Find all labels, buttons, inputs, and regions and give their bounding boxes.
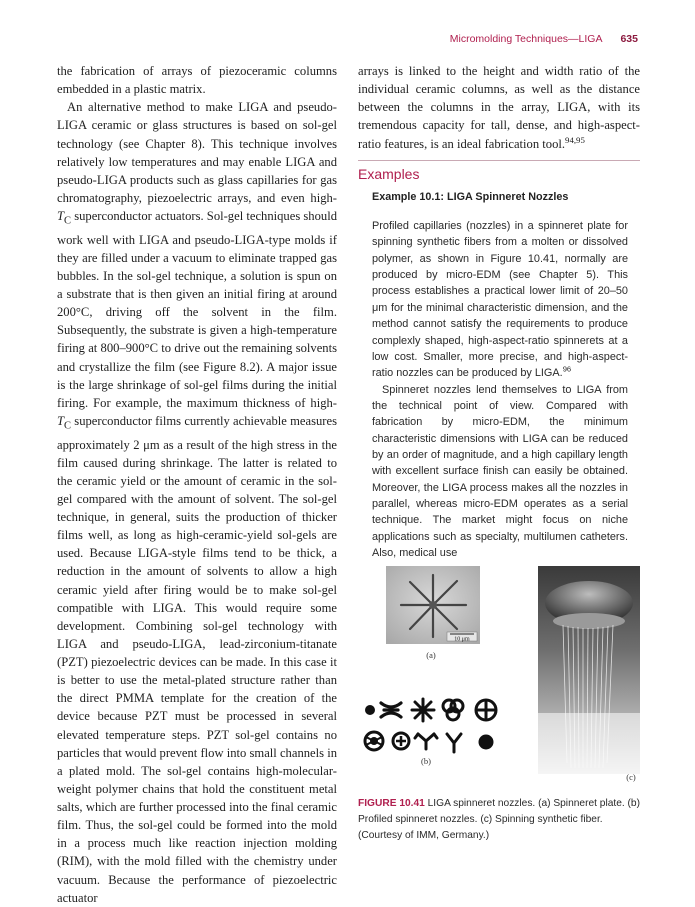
- figure-10-41: [358, 563, 640, 783]
- figure-artwork: [358, 563, 640, 783]
- right-paragraph-1: [358, 62, 640, 153]
- section-divider: [358, 160, 640, 161]
- figure-caption-label: FIGURE 10.41: [358, 798, 425, 809]
- nozzle-shape: [365, 732, 383, 750]
- example-body: [372, 218, 628, 562]
- page-number: 635: [620, 33, 638, 45]
- left-paragraph-2-part-a: An alternative method to make LIGA and pseudo-LIGA ceramic or glass structures is based on sol-gel technology (see Chapter 8). This technique involves relatively low temperatures and may enable LIGA and pseudo-LIGA products such as glass capillaries for gas chromatography, piezoelectric arrays, and even high-: [57, 100, 337, 205]
- figure-caption-text: LIGA spinneret nozzles. (a) Spinneret plate. (b) Profiled spinneret nozzles. (c) Spinning synthetic fiber. (Courtesy of IMM, Germany.): [358, 798, 640, 841]
- example-paragraph-2: Spinneret nozzles lend themselves to LIGA from the technical point of view. Compared with fabrication by micro-EDM, the minimum characteristic dimensions with LIGA can be reduced by an order of magnitude, and a high capillary length with excellent surface finish can easily be obtained. Moreover, the LIGA process makes all the nozzles in parallel, whereas micro-EDM operates as a serial technique. The market might focus on niche applications such as specialty, multilumen catheters. Also, medical use: [372, 383, 628, 560]
- spinneret-plate-image: [386, 566, 480, 644]
- section-title: Examples: [358, 166, 420, 182]
- subfigure-label-b: (b): [421, 756, 431, 766]
- left-paragraph-2-part-c: superconductor films currently achievable measures approximately 2 μm as a result of the high stress in the film caused during shrinkage. The latter is related to the ceramic yield or the amount of ceramic in the sol-gel compared with the amount of solvent. The sol-gel technique, in general, suits the production of thicker films well, as long as high-ceramic-yield sol-gels are used. Because LIGA-style films tend to be thick, a reduction in the amount of solvents to allow a high ceramic yield after firing would be to make sol-gel compatible with LIGA. This would require some development. Combining sol-gel technology with LIGA and pseudo-LIGA, lead-zirconium-titanate (PZT) piezoelectric devices can be made. In this case it is better to use the metal-plated structure rather than the direct PMMA template for the creation of the device because PZT must be processed in several elevated temperature steps. PZT sol-gel contains no particles that would prevent flow into small channels in a plated mold. The sol-gel contains high-molecular-weight polymer chains that hold the constituent metal salts, which are further processed into the final ceramic film. Thus, the sol-gel could be formed into the mold in a process much like reaction injection molding (RIM), with the mold filled with the chemistry under vacuum. Because the performance of piezoelectric actuator: [57, 413, 337, 905]
- subfigure-label-a: (a): [426, 650, 436, 660]
- nozzle-shape: [479, 735, 493, 749]
- running-head-title: Micromolding Techniques—LIGA: [449, 33, 603, 45]
- tc-symbol: T: [57, 413, 65, 428]
- running-head: [450, 33, 638, 45]
- nozzle-shape: [415, 734, 437, 749]
- right-paragraph-1-text: arrays is linked to the height and width ratio of the individual ceramic columns, as well as the distance between the columns in the array, LIGA, with its tremendous capacity for tall, dense, and high-aspect-ratio features, is an ideal fabrication tool.: [358, 64, 640, 151]
- example-paragraph-1-text: Profiled capillaries (nozzles) in a spinneret plate for spinning synthetic fibers from a molten or dissolved polymer, as shown in Figure 10.41, normally are produced by micro-EDM (see Chapter 5). This process establishes a practical lower limit of 20–50 μm for the minimal characteristic dimension, and the method cannot satisfy the requirements to produce complexly shaped, high-aspect-ratio spinnerets at a low cost. Smaller, more precise, and high-aspect-ratio nozzles can be produced by LIGA.: [372, 220, 628, 380]
- nozzle-shape: [476, 700, 496, 720]
- tc-symbol: T: [57, 209, 65, 223]
- spinning-fiber-image: [538, 566, 640, 782]
- example-heading: Example 10.1: LIGA Spinneret Nozzles: [372, 191, 569, 203]
- nozzle-shape: [443, 700, 463, 720]
- nozzle-shape: [447, 734, 461, 752]
- profiled-nozzles-image: [365, 699, 496, 752]
- example-paragraph-1: [372, 218, 628, 382]
- reference-marker: 94,95: [565, 134, 585, 145]
- reference-marker: 96: [562, 364, 572, 374]
- nozzle-shape: [366, 706, 375, 715]
- subfigure-label-c: (c): [626, 772, 636, 782]
- tc-subscript: C: [64, 420, 72, 432]
- left-paragraph-2-part-b: superconductor actuators. Sol-gel techniques should work well with LIGA and pseudo-LIGA-type molds if they are filled under a vacuum to eliminate trapped gas bubbles. In the sol-gel technique, a solution is spun on a substrate that is then given an initial firing at around 200°C, driving off the solvent in the film. Subsequently, the substrate is given a high-temperature firing at 800–900°C to drive out the remaining solvents and crystallize the film (see Figure 8.2). A major issue is the large shrinkage of sol-gel films during the initial firing. For example, the maximum thickness of high-: [57, 209, 337, 410]
- nozzle-shape: [412, 699, 434, 721]
- nozzle-shape: [381, 703, 401, 717]
- left-column: [57, 62, 337, 907]
- nozzle-shape: [393, 733, 409, 749]
- left-paragraph-2: [57, 98, 337, 907]
- figure-caption: [358, 796, 643, 844]
- left-paragraph-1: the fabrication of arrays of piezoceramic columns embedded in a plastic matrix.: [57, 64, 337, 97]
- tc-subscript: C: [64, 215, 72, 227]
- scale-bar-label: 10 μm: [454, 636, 470, 643]
- right-column-top: [358, 62, 640, 153]
